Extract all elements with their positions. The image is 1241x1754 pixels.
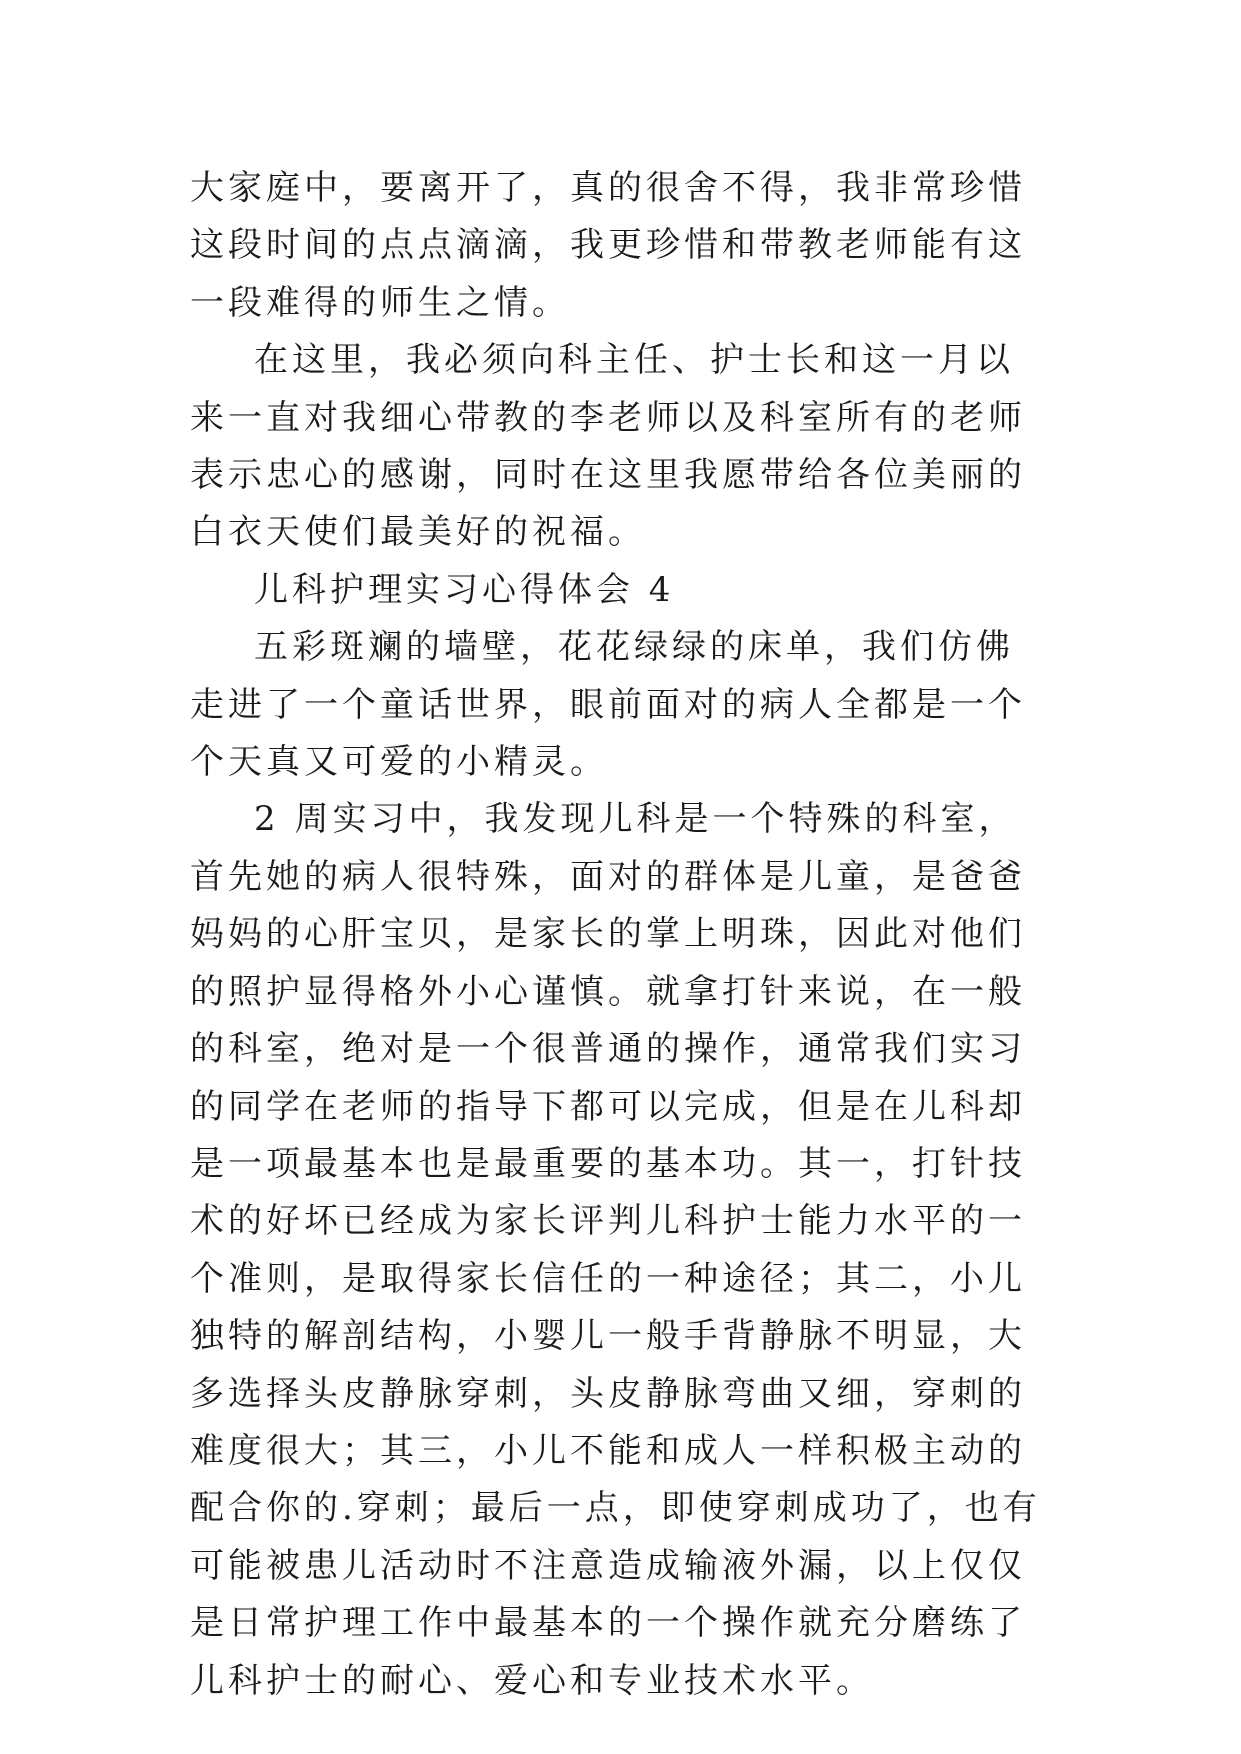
paragraph-thanks: 在这里，我必须向科主任、护士长和这一月以来一直对我细心带教的李老师以及科室所有的老师表示忠心的感谢，同时在这里我愿带给各位美丽的白衣天使们最美好的祝福。 bbox=[190, 340, 1026, 553]
paragraph-pediatrics-details: 2 周实习中，我发现儿科是一个特殊的科室，首先她的病人很特殊，面对的群体是儿童，是爸爸妈妈的心肝宝贝，是家长的掌上明珠，因此对他们的照护显得格外小心谨慎。就拿打针来说，在一般的科室，绝对是一个很普通的操作，通常我们实习的同学在老师的指导下都可以完成，但是在儿科却是一项最基本也是最重要的基本功。其一，打针技术的好坏已经成为家长评判儿科护士能力水平的一个准则，是取得家长信任的一种途径；其二，小儿独特的解剖结构，小婴儿一般手背静脉不明显，大多选择头皮静脉穿刺，头皮静脉弯曲又细，穿刺的难度很大；其三，小儿不能和成人一样积极主动的配合你的.穿刺；最后一点，即使穿刺成功了，也有可能被患儿活动时不注意造成输液外漏，以上仅仅是日常护理工作中最基本的一个操作就充分磨练了儿科护士的耐心、爱心和专业技术水平。 bbox=[190, 799, 1041, 1701]
section-heading: 儿科护理实习心得体会 4 bbox=[254, 569, 675, 610]
document-body bbox=[190, 160, 1050, 1710]
paragraph-fairy-tale-world: 五彩斑斓的墙壁，花花绿绿的床单，我们仿佛走进了一个童话世界，眼前面对的病人全都是一个个天真又可爱的小精灵。 bbox=[190, 627, 1026, 783]
paragraph-closing-sentiment: 大家庭中，要离开了，真的很舍不得，我非常珍惜这段时间的点点滴滴，我更珍惜和带教老师能有这一段难得的师生之情。 bbox=[190, 168, 1026, 323]
